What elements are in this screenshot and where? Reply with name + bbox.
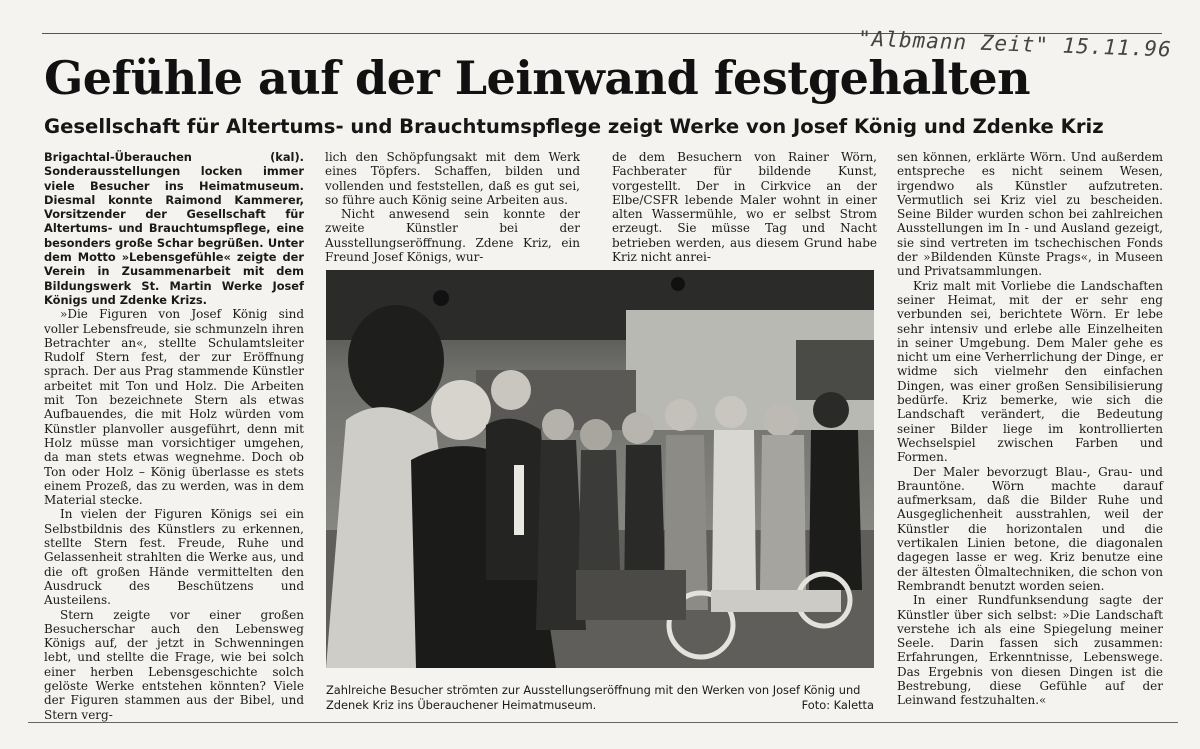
paragraph: Kriz malt mit Vorliebe die Landschaften seiner Heimat, mit der er sehr eng verbunden sei, berichtete Wörn. Er lebe sehr intensiv und erlebe alle Einzelheiten in seiner Umgebung. Dem Maler gehe es nicht um eine Verherrlichung der Dinge, er widme sich vielmehr den einfachen Dingen, was einer großen Sensibilisierung bedürfe. Kriz bemerke, wie sich die Landschaft verändert, die Bedeutung seiner Bilder liege im kontrollierten Wechselspiel zwischen Farben und Formen. <box>897 278 1163 465</box>
handwritten-note: "Albmann Zeit" 15.11.96 <box>857 26 1173 62</box>
paragraph: lich den Schöpfungsakt mit dem Werk eines Töpfers. Schaffen, bilden und vollenden und feststellen, daß es gut sei, so führe auch König seine Arbeiten aus. <box>325 150 580 207</box>
photo-caption <box>326 683 874 713</box>
paragraph: de dem Besuchern von Rainer Wörn, Fachberater für bildende Kunst, vorgestellt. Der in Cirkvice an der Elbe/CSFR lebende Maler wohnt in einer alten Wassermühle, wo er selbst Strom erzeugt. Sie müsse Tag und Nacht betrieben werden, aus diesem Grund habe Kriz nicht anrei- <box>612 150 877 265</box>
headline: Gefühle auf der Leinwand festgehalten <box>44 51 1031 105</box>
paragraph: sen können, erklärte Wörn. Und außerdem entspreche es nicht seinem Wesen, irgendwo als Künstler aufzutreten. Vermutlich sei Kriz viel zu bescheiden. Seine Bilder wurden schon bei zahlreichen Ausstellungen im In - und Ausland gezeigt, sie sind vertreten im tschechischen Fonds der »Bildenden Künste Prags«, in Museen und Privatsammlungen. <box>897 150 1163 279</box>
column-1 <box>44 150 304 722</box>
paragraph: In einer Rundfunksendung sagte der Künstler über sich selbst: »Die Landschaft verstehe ich als eine Spiegelung meiner Seele. Darin fassen sich zusammen: Erfahrungen, Erkenntnisse, Lebenswege. Das Ergebnis von diesen Dingen ist die Bestrebung, diese Gefühle auf der Leinwand festzuhalten.« <box>897 593 1163 708</box>
column-4 <box>897 150 1163 708</box>
paragraph: Nicht anwesend sein konnte der zweite Künstler bei der Ausstellungseröffnung. Zdene Kriz, ein Freund Josef Königs, wur- <box>325 207 580 265</box>
lead-paragraph: Brigachtal-Überauchen (kal). Sonderausstellungen locken immer viele Besucher ins Heimatmuseum. Diesmal konnte Raimond Kammerer, Vorsitzender der Gesellschaft für Altertums- und Brauchtumspflege, eine besonders große Schar begrüßen. Unter dem Motto »Lebensgefühle« zeigte der Verein in Zusammenarbeit mit dem Bildungswerk St. Martin Werke Josef Königs und Zdenke Krizs. <box>44 150 304 307</box>
paragraph: »Die Figuren von Josef König sind voller Lebensfreude, sie schmunzeln ihren Betrachter an«, stellte Schulamtsleiter Rudolf Stern fest, der zur Eröffnung sprach. Der aus Prag stammende Künstler arbeitet mit Ton und Holz. Die Arbeiten mit Ton bezeichnete Stern als etwas Aufbauendes, die mit Holz würden vom Künstler planvoller ausgeführt, denn mit Holz müsse man vorsichtiger umgehen, da man stets etwas wegnehme. Doch ob Ton oder Holz – König überlasse es stets einem Prozeß, das zu werden, was in dem Material stecke. <box>44 307 304 508</box>
paragraph: In vielen der Figuren Königs sei ein Selbstbildnis des Künstlers zu erkennen, stellte Stern fest. Freude, Ruhe und Gelassenheit strahlten die Werke aus, und die oft großen Hände vermittelten den Ausdruck des Beschützens und Austeilens. <box>44 507 304 608</box>
paragraph: Der Maler bevorzugt Blau-, Grau- und Brauntöne. Wörn machte darauf aufmerksam, daß die Bilder Ruhe und Ausgeglichenheit ausstrahlen, weil der Künstler die horizontalen und die vertikalen Linien betone, die diagonalen dagegen lasse er weg. Kriz benutze eine der ältesten Ölmaltechniken, die schon von Rembrandt benutzt worden seien. <box>897 464 1163 593</box>
subheadline: Gesellschaft für Altertums- und Brauchtumspflege zeigt Werke von Josef König und Zdenke Kriz <box>44 115 1104 138</box>
column-3 <box>612 150 877 264</box>
column-2 <box>325 150 580 264</box>
caption-text: Zahlreiche Besucher strömten zur Ausstellungseröffnung mit den Werken von Josef König und Zdenek Kriz ins Überauchener Heimatmuseum. <box>326 683 861 712</box>
paragraph: Stern zeigte vor einer großen Besucherschar auch den Lebensweg Königs auf, der jetzt in Schwenningen lebt, und stellte die Frage, wie bei solch einer herben Lebensgeschichte solch gelöste Werke entstehen könnten? Viele der Figuren stammen aus der Bibel, und Stern verg- <box>44 607 304 722</box>
exhibition-photo <box>326 270 874 668</box>
bottom-rule <box>28 722 1178 723</box>
photo-credit: Foto: Kaletta <box>801 698 874 712</box>
